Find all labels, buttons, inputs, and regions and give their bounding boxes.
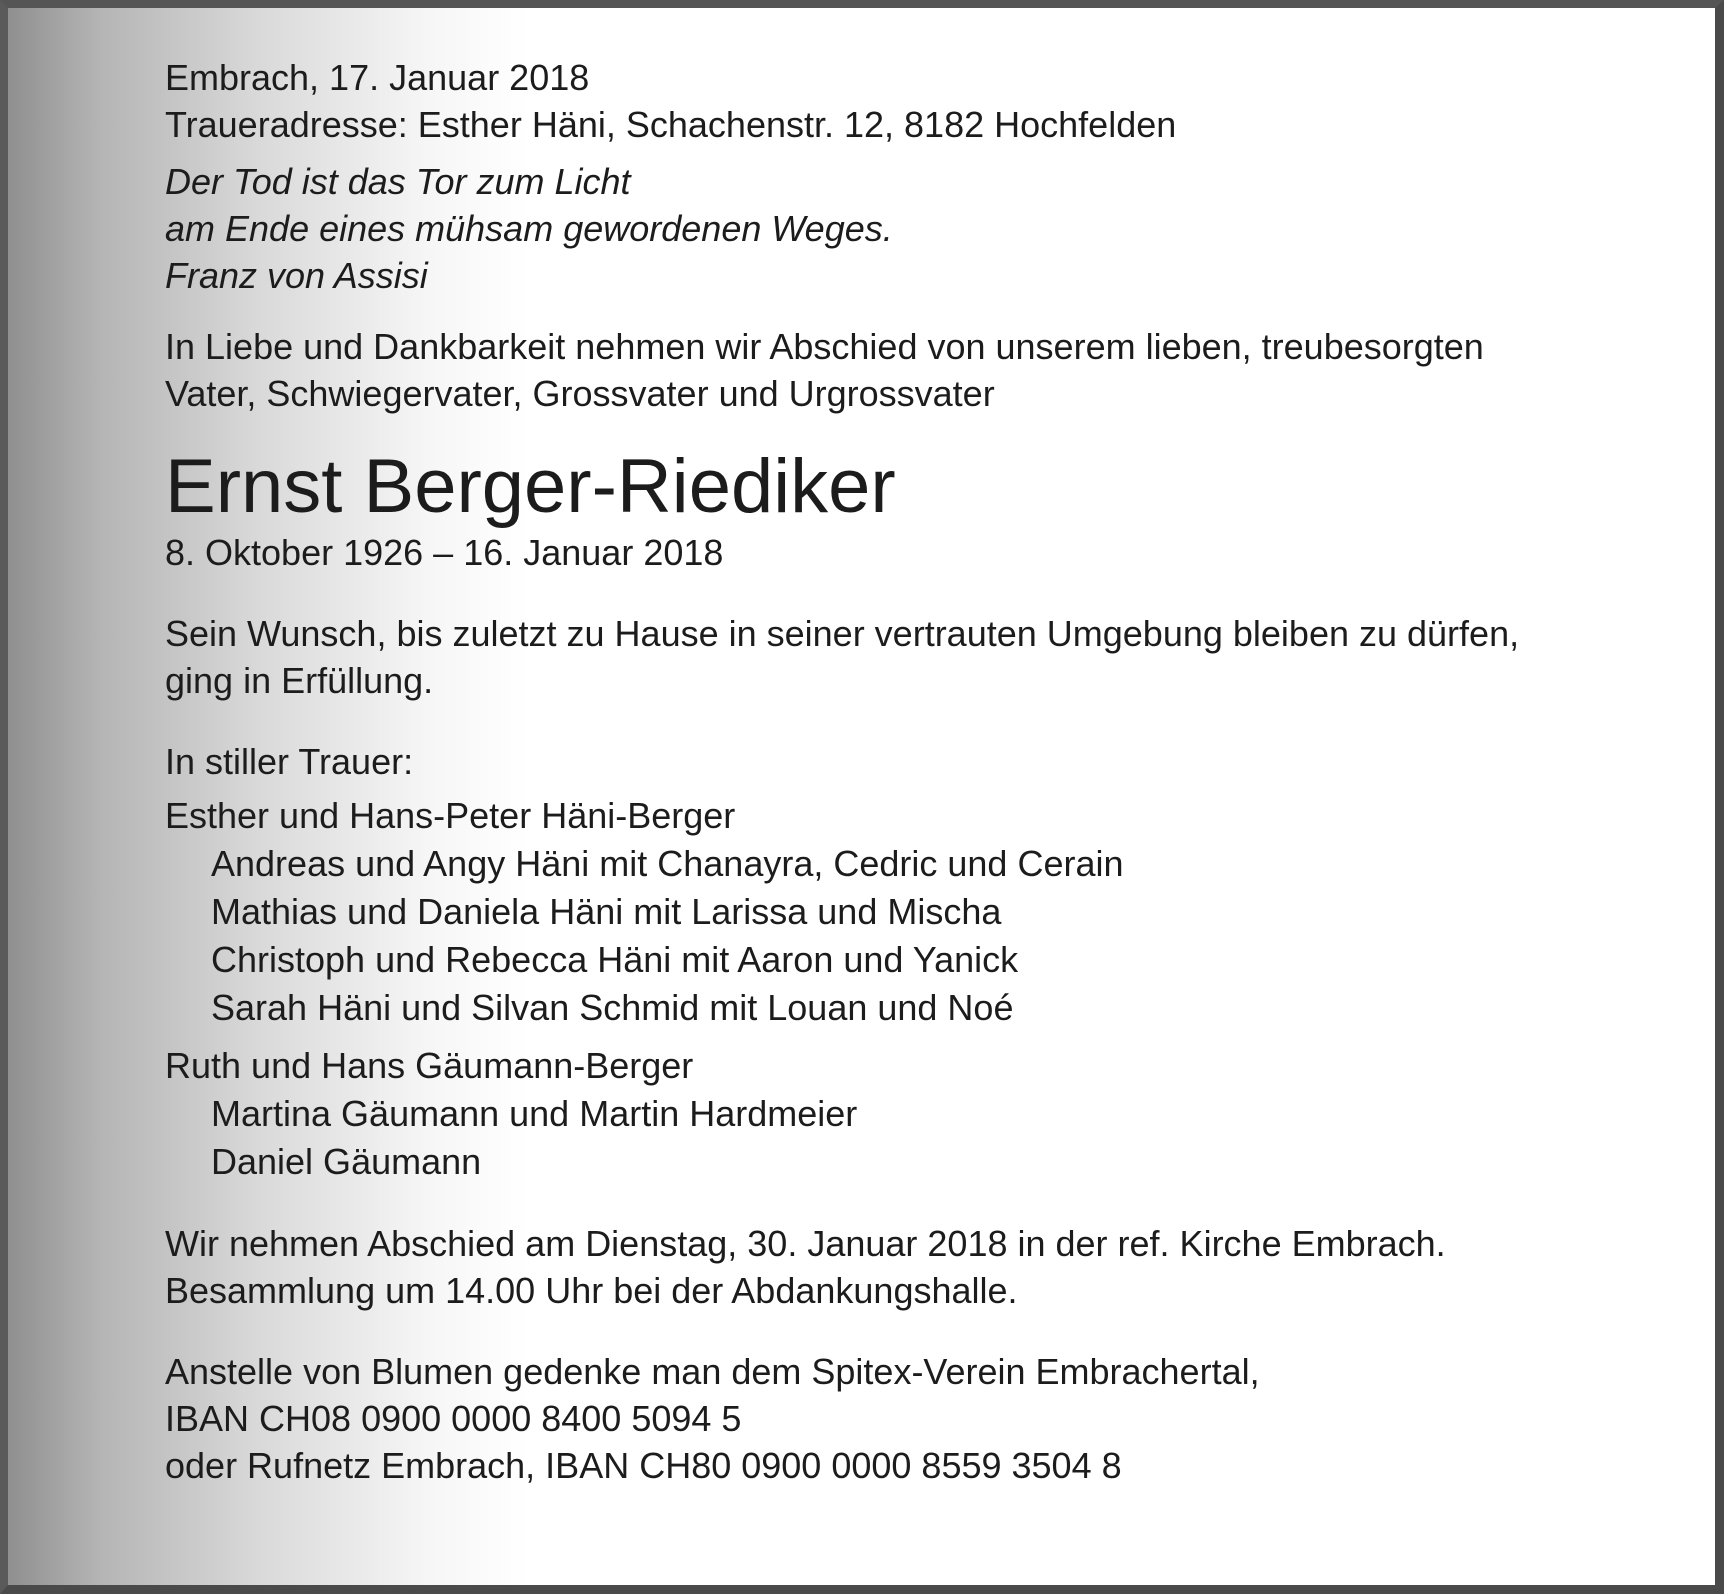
quote-block [165,158,1519,299]
donation-iban: IBAN CH08 0900 0000 8400 5094 5 [165,1398,742,1439]
family-member: Andreas und Angy Häni mit Chanayra, Cedric und Cerain [211,843,1124,884]
donation-block [165,1348,1519,1489]
family-head: Esther und Hans-Peter Häni-Berger [165,795,736,836]
quote-author: Franz von Assisi [165,255,428,296]
mourners-heading: In stiller Trauer: [165,741,414,782]
family-member: Martina Gäumann und Martin Hardmeier [211,1093,858,1134]
wish-line: ging in Erfüllung. [165,660,434,701]
donation-iban: oder Rufnetz Embrach, IBAN CH80 0900 0000 8559 3504 8 [165,1445,1122,1486]
place-date: Embrach, 17. Januar 2018 [165,57,590,98]
obituary-content [165,54,1519,1489]
family-member: Mathias und Daniela Häni mit Larissa und Mischa [211,891,1002,932]
intro-block [165,323,1519,417]
intro-line: Vater, Schwiegervater, Grossvater und Urgrossvater [165,373,995,414]
intro-line: In Liebe und Dankbarkeit nehmen wir Abschied von unserem lieben, treubesorgten [165,326,1484,367]
service-line: Besammlung um 14.00 Uhr bei der Abdankungshalle. [165,1270,1018,1311]
quote-line: am Ende eines mühsam gewordenen Weges. [165,208,893,249]
family-head: Ruth und Hans Gäumann-Berger [165,1045,694,1086]
family-member: Christoph und Rebecca Häni mit Aaron und Yanick [211,939,1019,980]
family-member: Daniel Gäumann [211,1141,482,1182]
service-block [165,1220,1519,1314]
wish-line: Sein Wunsch, bis zuletzt zu Hause in seiner vertrauten Umgebung bleiben zu dürfen, [165,613,1520,654]
donation-line: Anstelle von Blumen gedenke man dem Spitex-Verein Embrachertal, [165,1351,1260,1392]
deceased-name: Ernst Berger-Riediker [165,444,896,529]
mourning-address: Traueradresse: Esther Häni, Schachenstr. 12, 8182 Hochfelden [165,104,1177,145]
wish-block [165,610,1519,704]
mourners-block [165,738,1519,1186]
family-member: Sarah Häni und Silvan Schmid mit Louan und Noé [211,987,1014,1028]
service-line: Wir nehmen Abschied am Dienstag, 30. Januar 2018 in der ref. Kirche Embrach. [165,1223,1446,1264]
life-dates: 8. Oktober 1926 – 16. Januar 2018 [165,532,724,573]
quote-line: Der Tod ist das Tor zum Licht [165,161,631,202]
header-block [165,54,1519,148]
